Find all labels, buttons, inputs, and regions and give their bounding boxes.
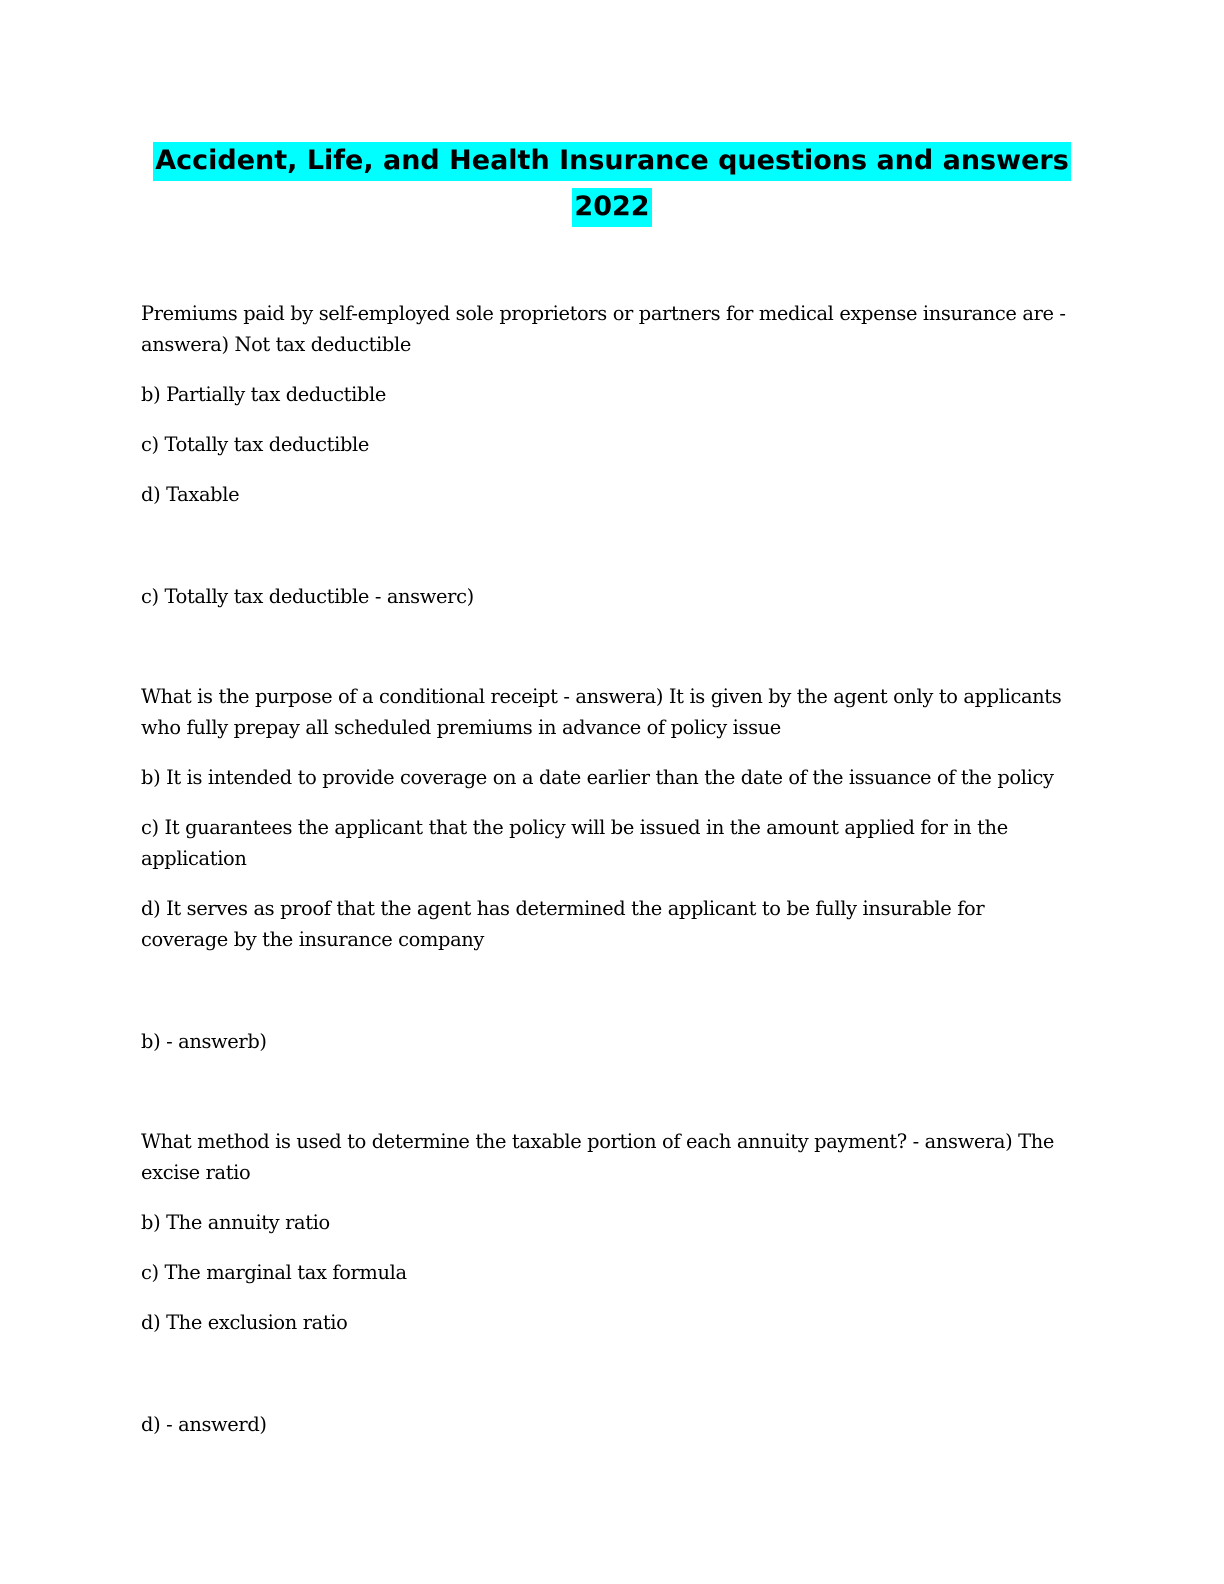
question-block-2 — [141, 681, 1076, 974]
option-d: d) The exclusion ratio — [141, 1311, 348, 1334]
option-c: c) It guarantees the applicant that the policy will be issued in the amount applied for in the application — [141, 816, 1008, 870]
question-block-1 — [141, 298, 1076, 529]
answer-text: c) Totally tax deductible - answerc) — [141, 585, 474, 608]
question-stem: What method is used to determine the taxable portion of each annuity payment? - answera) The excise ratio — [141, 1130, 1054, 1184]
option-b: b) It is intended to provide coverage on a date earlier than the date of the issuance of the policy — [141, 766, 1054, 789]
title-line-2: 2022 — [572, 188, 651, 227]
question-stem: Premiums paid by self-employed sole proprietors or partners for medical expense insurance are - answera) Not tax deductible — [141, 302, 1066, 356]
option-c: c) Totally tax deductible — [141, 433, 369, 456]
answer-text: b) - answerb) — [141, 1030, 267, 1053]
option-d: d) Taxable — [141, 483, 240, 506]
option-d: d) It serves as proof that the agent has determined the applicant to be fully insurable for coverage by the insurance company — [141, 897, 985, 951]
answer-text: d) - answerd) — [141, 1413, 267, 1436]
question-block-3 — [141, 1126, 1076, 1357]
option-b: b) The annuity ratio — [141, 1211, 330, 1234]
option-c: c) The marginal tax formula — [141, 1261, 407, 1284]
document-title — [120, 138, 1104, 230]
answer-line-3 — [141, 1409, 1076, 1440]
title-line-1: Accident, Life, and Health Insurance questions and answers — [153, 142, 1071, 181]
answer-line-2 — [141, 1026, 1076, 1057]
question-stem: What is the purpose of a conditional receipt - answera) It is given by the agent only to applicants who fully prepay all scheduled premiums in advance of policy issue — [141, 685, 1062, 739]
answer-line-1 — [141, 581, 1076, 612]
option-b: b) Partially tax deductible — [141, 383, 386, 406]
